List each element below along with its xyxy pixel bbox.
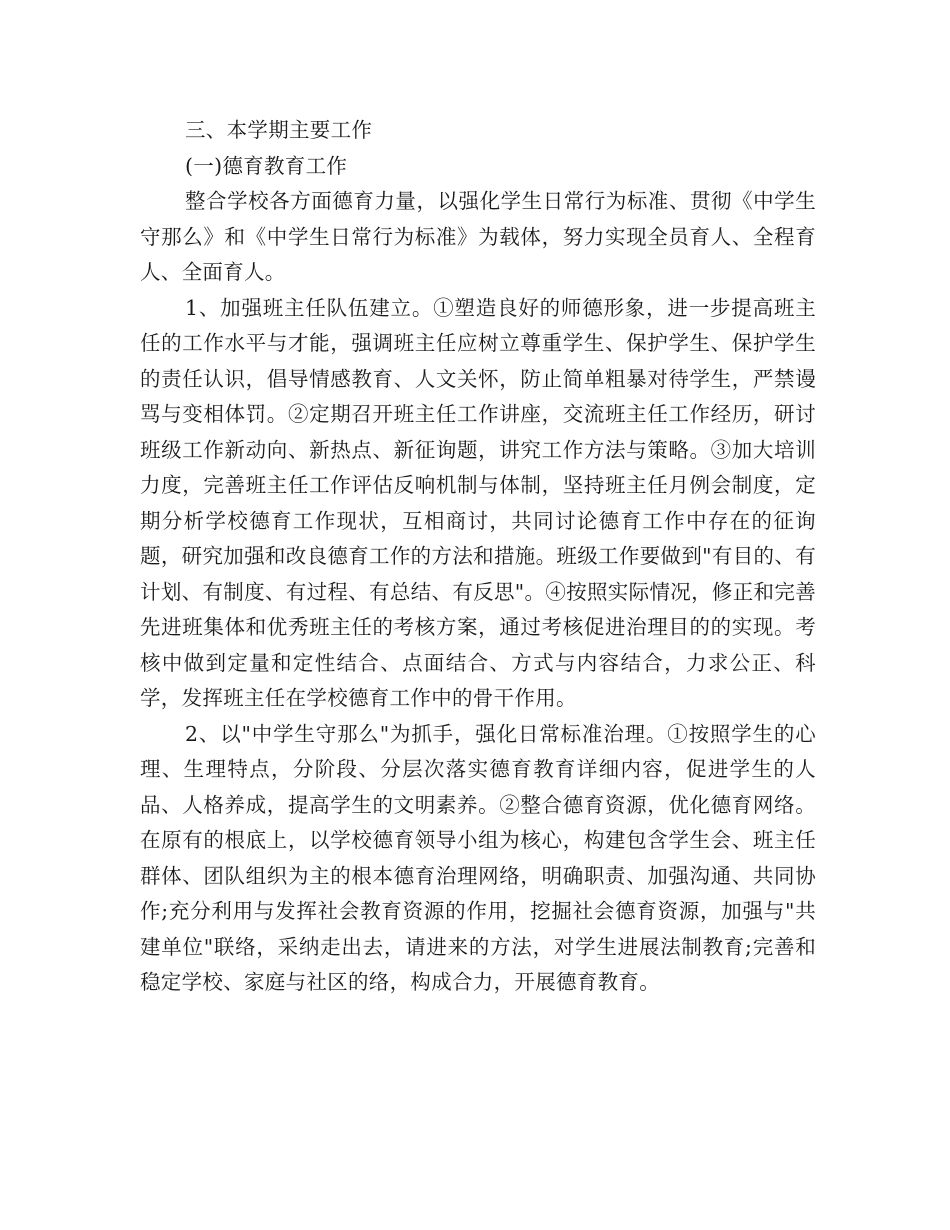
subsection-heading: (一)德育教育工作 (185, 153, 348, 178)
paragraph-intro: 整合学校各方面德育力量，以强化学生日常行为标准、贯彻《中学生守那么》和《中学生日常行为标准》为载体，努力实现全员育人、全程育人、全面育人。 (140, 189, 816, 284)
paragraph-item-1: 1、加强班主任队伍建立。①塑造良好的师德形象，进一步提高班主任的工作水平与才能，强调班主任应树立尊重学生、保护学生、保护学生的责任认识，倡导情感教育、人文关怀，防止简单粗暴对待学生，严禁谩骂与变相体罚。②定期召开班主任工作讲座，交流班主任工作经历，研讨班级工作新动向、新热点、新征询题，讲究工作方法与策略。③加大培训力度，完善班主任工作评估反响机制与体制，坚持班主任月例会制度，定期分析学校德育工作现状，互相商讨，共同讨论德育工作中存在的征询题，研究加强和改良德育工作的方法和措施。班级工作要做到"有目的、有计划、有制度、有过程、有总结、有反思"。④按照实际情况，修正和完善先进班集体和优秀班主任的考核方案，通过考核促进治理目的的实现。考核中做到定量和定性结合、点面结合、方式与内容结合，力求公正、科学，发挥班主任在学校德育工作中的骨干作用。 (140, 295, 816, 710)
paragraph-item-2: 2、以"中学生守那么"为抓手，强化日常标准治理。①按照学生的心理、生理特点，分阶段、分层次落实德育教育详细内容，促进学生的人品、人格养成，提高学生的文明素养。②整合德育资源，优化德育网络。在原有的根底上，以学校德育领导小组为核心，构建包含学生会、班主任群体、团队组织为主的根本德育治理网络，明确职责、加强沟通、共同协作;充分利用与发挥社会教育资源的作用，挖掘社会德育资源，加强与"共建单位"联络，采纳走出去，请进来的方法，对学生进展法制教育;完善和稳定学校、家庭与社区的络，构成合力，开展德育教育。 (140, 721, 816, 994)
section-heading: 三、本学期主要工作 (185, 118, 373, 142)
document-body (140, 113, 816, 1001)
